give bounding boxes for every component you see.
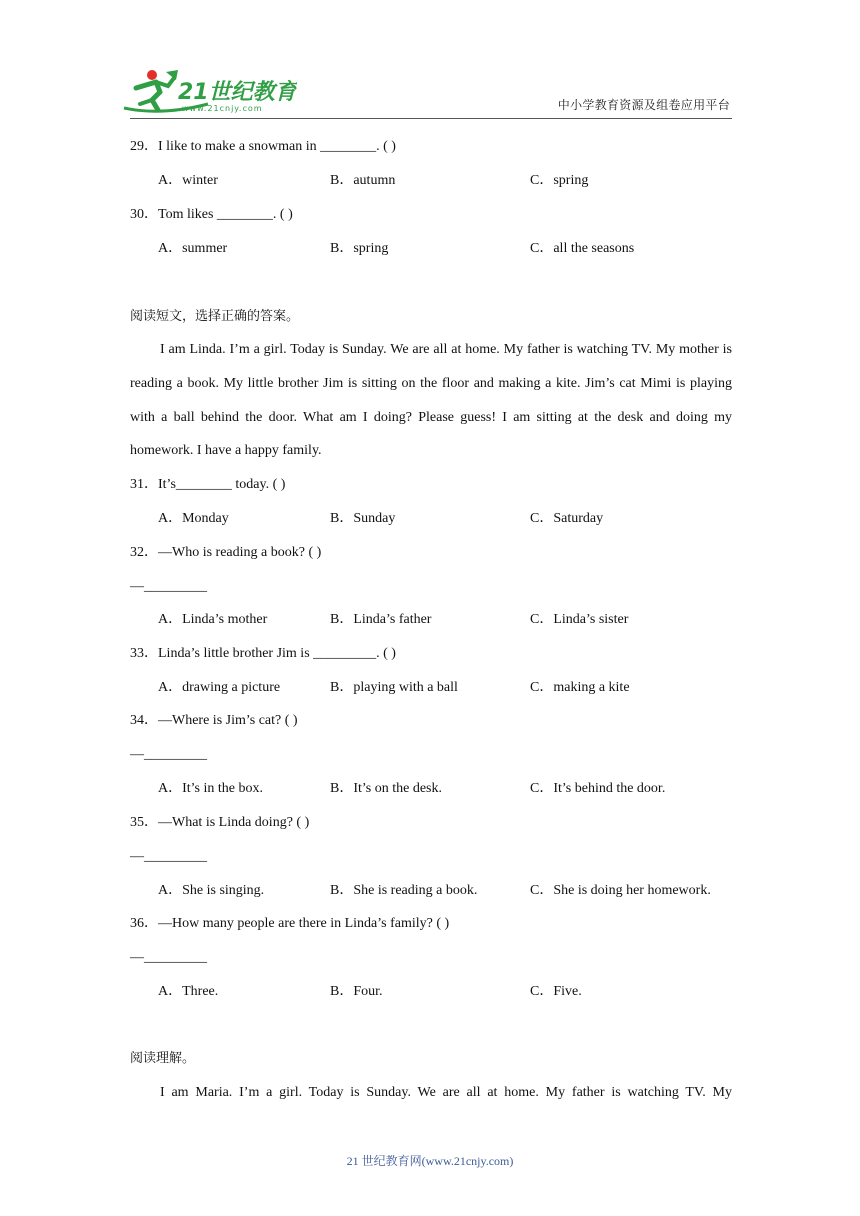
option-36-c[interactable]: C．Five. (530, 984, 582, 999)
question-33: 33．Linda’s little brother Jim is _________. ( ) (130, 646, 396, 661)
section-2-passage: I am Maria. I’m a girl. Today is Sunday. We are all at home. My father is watching TV. My (160, 1085, 732, 1100)
question-32: 32．—Who is reading a book? ( ) (130, 545, 322, 560)
option-30-a[interactable]: A．summer (158, 241, 228, 256)
platform-tagline: 中小学教育资源及组卷应用平台 (557, 98, 730, 112)
option-35-c[interactable]: C．She is doing her homework. (530, 883, 711, 898)
section-2-instruction: 阅读理解。 (130, 1051, 196, 1066)
option-36-b[interactable]: B．Four. (330, 984, 383, 999)
option-34-b[interactable]: B．It’s on the desk. (330, 781, 442, 796)
question-29: 29．I like to make a snowman in ________. ( ) (130, 139, 396, 154)
option-32-c[interactable]: C．Linda’s sister (530, 612, 629, 627)
question-34: 34．—Where is Jim’s cat? ( ) (130, 713, 298, 728)
answer-blank-35[interactable]: —_________ (130, 849, 207, 864)
option-36-a[interactable]: A．Three. (158, 984, 219, 999)
option-31-c[interactable]: C．Saturday (530, 511, 604, 526)
section-1-passage: I am Linda. I’m a girl. Today is Sunday. We are all at home. My father is watching TV. My mother is reading a book. My little brother Jim is sitting on the floor and making a kite. Jim’s cat Mimi is playing with a ball behind the door. What am I doing? Please guess! I am sitting at the desk and doing my homework. I have a happy family. (130, 342, 732, 459)
option-32-b[interactable]: B．Linda’s father (330, 612, 432, 627)
header-divider (130, 118, 732, 119)
option-29-a[interactable]: A．winter (158, 173, 218, 188)
option-31-b[interactable]: B．Sunday (330, 511, 396, 526)
question-35: 35．—What is Linda doing? ( ) (130, 815, 310, 830)
option-33-b[interactable]: B．playing with a ball (330, 680, 458, 695)
option-35-b[interactable]: B．She is reading a book. (330, 883, 478, 898)
page-header (0, 0, 860, 130)
option-34-c[interactable]: C．It’s behind the door. (530, 781, 666, 796)
option-29-b[interactable]: B．autumn (330, 173, 396, 188)
answer-blank-36[interactable]: —_________ (130, 950, 207, 965)
question-36: 36．—How many people are there in Linda’s family? ( ) (130, 916, 450, 931)
question-31: 31．It’s________ today. ( ) (130, 477, 286, 492)
option-31-a[interactable]: A．Monday (158, 511, 229, 526)
runner-logo-icon (122, 66, 297, 116)
option-30-b[interactable]: B．spring (330, 241, 389, 256)
svg-text:www.21cnjy.com: www.21cnjy.com (182, 104, 263, 113)
answer-blank-32[interactable]: —_________ (130, 579, 207, 594)
page-footer: 21 世纪教育网(www.21cnjy.com) (346, 1154, 514, 1168)
option-30-c[interactable]: C．all the seasons (530, 241, 635, 256)
section-1-instruction: 阅读短文，选择正确的答案。 (130, 309, 300, 324)
question-30: 30．Tom likes ________. ( ) (130, 207, 293, 222)
logo (122, 66, 297, 116)
option-33-c[interactable]: C．making a kite (530, 680, 630, 695)
option-34-a[interactable]: A．It’s in the box. (158, 781, 263, 796)
option-32-a[interactable]: A．Linda’s mother (158, 612, 268, 627)
option-33-a[interactable]: A．drawing a picture (158, 680, 281, 695)
answer-blank-34[interactable]: —_________ (130, 747, 207, 762)
option-29-c[interactable]: C．spring (530, 173, 589, 188)
svg-text:21世纪教育: 21世纪教育 (178, 80, 297, 105)
option-35-a[interactable]: A．She is singing. (158, 883, 265, 898)
